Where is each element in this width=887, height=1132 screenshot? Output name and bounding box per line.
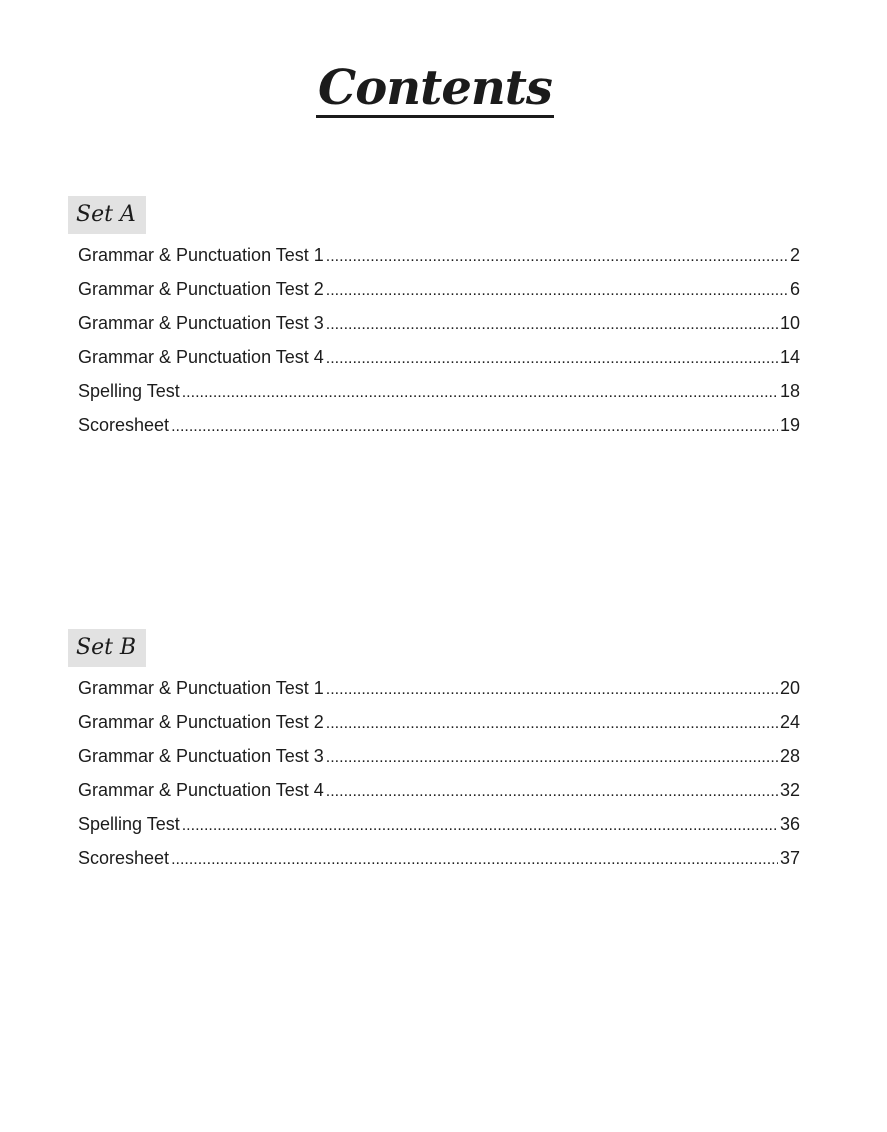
toc-entry-page: 2 (789, 245, 800, 265)
set-a-heading: Set A (68, 196, 146, 234)
dot-leader (326, 243, 788, 269)
page-title (0, 62, 870, 118)
toc-entry-title: Spelling Test (78, 381, 180, 401)
set-b-heading: Set B (68, 629, 146, 667)
toc-entry-page: 32 (779, 780, 800, 800)
toc-entry[interactable] (78, 812, 800, 846)
toc-entry-title: Grammar & Punctuation Test 2 (78, 712, 324, 732)
dot-leader (182, 812, 778, 838)
set-b-section (68, 629, 800, 880)
dot-leader (326, 778, 778, 804)
toc-entry[interactable] (78, 311, 800, 345)
page-title-text: Contents (318, 60, 552, 116)
toc-entry-title: Grammar & Punctuation Test 1 (78, 678, 324, 698)
toc-entry[interactable] (78, 345, 800, 379)
toc-entry-title: Grammar & Punctuation Test 4 (78, 347, 324, 367)
toc-entry-page: 10 (779, 313, 800, 333)
toc-entry-page: 6 (789, 279, 800, 299)
toc-entry[interactable] (78, 846, 800, 880)
dot-leader (326, 710, 778, 736)
toc-entry-title: Grammar & Punctuation Test 3 (78, 746, 324, 766)
toc-entry-page: 14 (779, 347, 800, 367)
toc-entry-page: 28 (779, 746, 800, 766)
toc-entry-title: Scoresheet (78, 848, 170, 868)
toc-entry[interactable] (78, 277, 800, 311)
toc-entry[interactable] (78, 676, 800, 710)
toc-entry[interactable] (78, 744, 800, 778)
toc-entry-title: Grammar & Punctuation Test 2 (78, 279, 324, 299)
dot-leader (326, 345, 778, 371)
toc-entry[interactable] (78, 778, 800, 812)
toc-entry-title: Scoresheet (78, 415, 170, 435)
set-a-section (68, 196, 800, 447)
toc-entry[interactable] (78, 243, 800, 277)
dot-leader (326, 277, 788, 303)
toc-entry[interactable] (78, 710, 800, 744)
toc-entry-page: 20 (779, 678, 800, 698)
dot-leader (326, 311, 778, 337)
toc-entry[interactable] (78, 379, 800, 413)
set-a-toc-list (68, 243, 800, 447)
toc-entry-page: 24 (779, 712, 800, 732)
set-b-toc-list (68, 676, 800, 880)
toc-entry-title: Spelling Test (78, 814, 180, 834)
dot-leader (326, 676, 778, 702)
toc-entry-page: 19 (779, 415, 800, 435)
toc-entry-page: 36 (779, 814, 800, 834)
toc-entry-page: 37 (779, 848, 800, 868)
toc-entry-title: Grammar & Punctuation Test 4 (78, 780, 324, 800)
dot-leader (171, 846, 778, 872)
toc-entry-title: Grammar & Punctuation Test 3 (78, 313, 324, 333)
toc-entry[interactable] (78, 413, 800, 447)
toc-entry-title: Grammar & Punctuation Test 1 (78, 245, 324, 265)
dot-leader (182, 379, 778, 405)
toc-entry-page: 18 (779, 381, 800, 401)
dot-leader (171, 413, 778, 439)
dot-leader (326, 744, 778, 770)
